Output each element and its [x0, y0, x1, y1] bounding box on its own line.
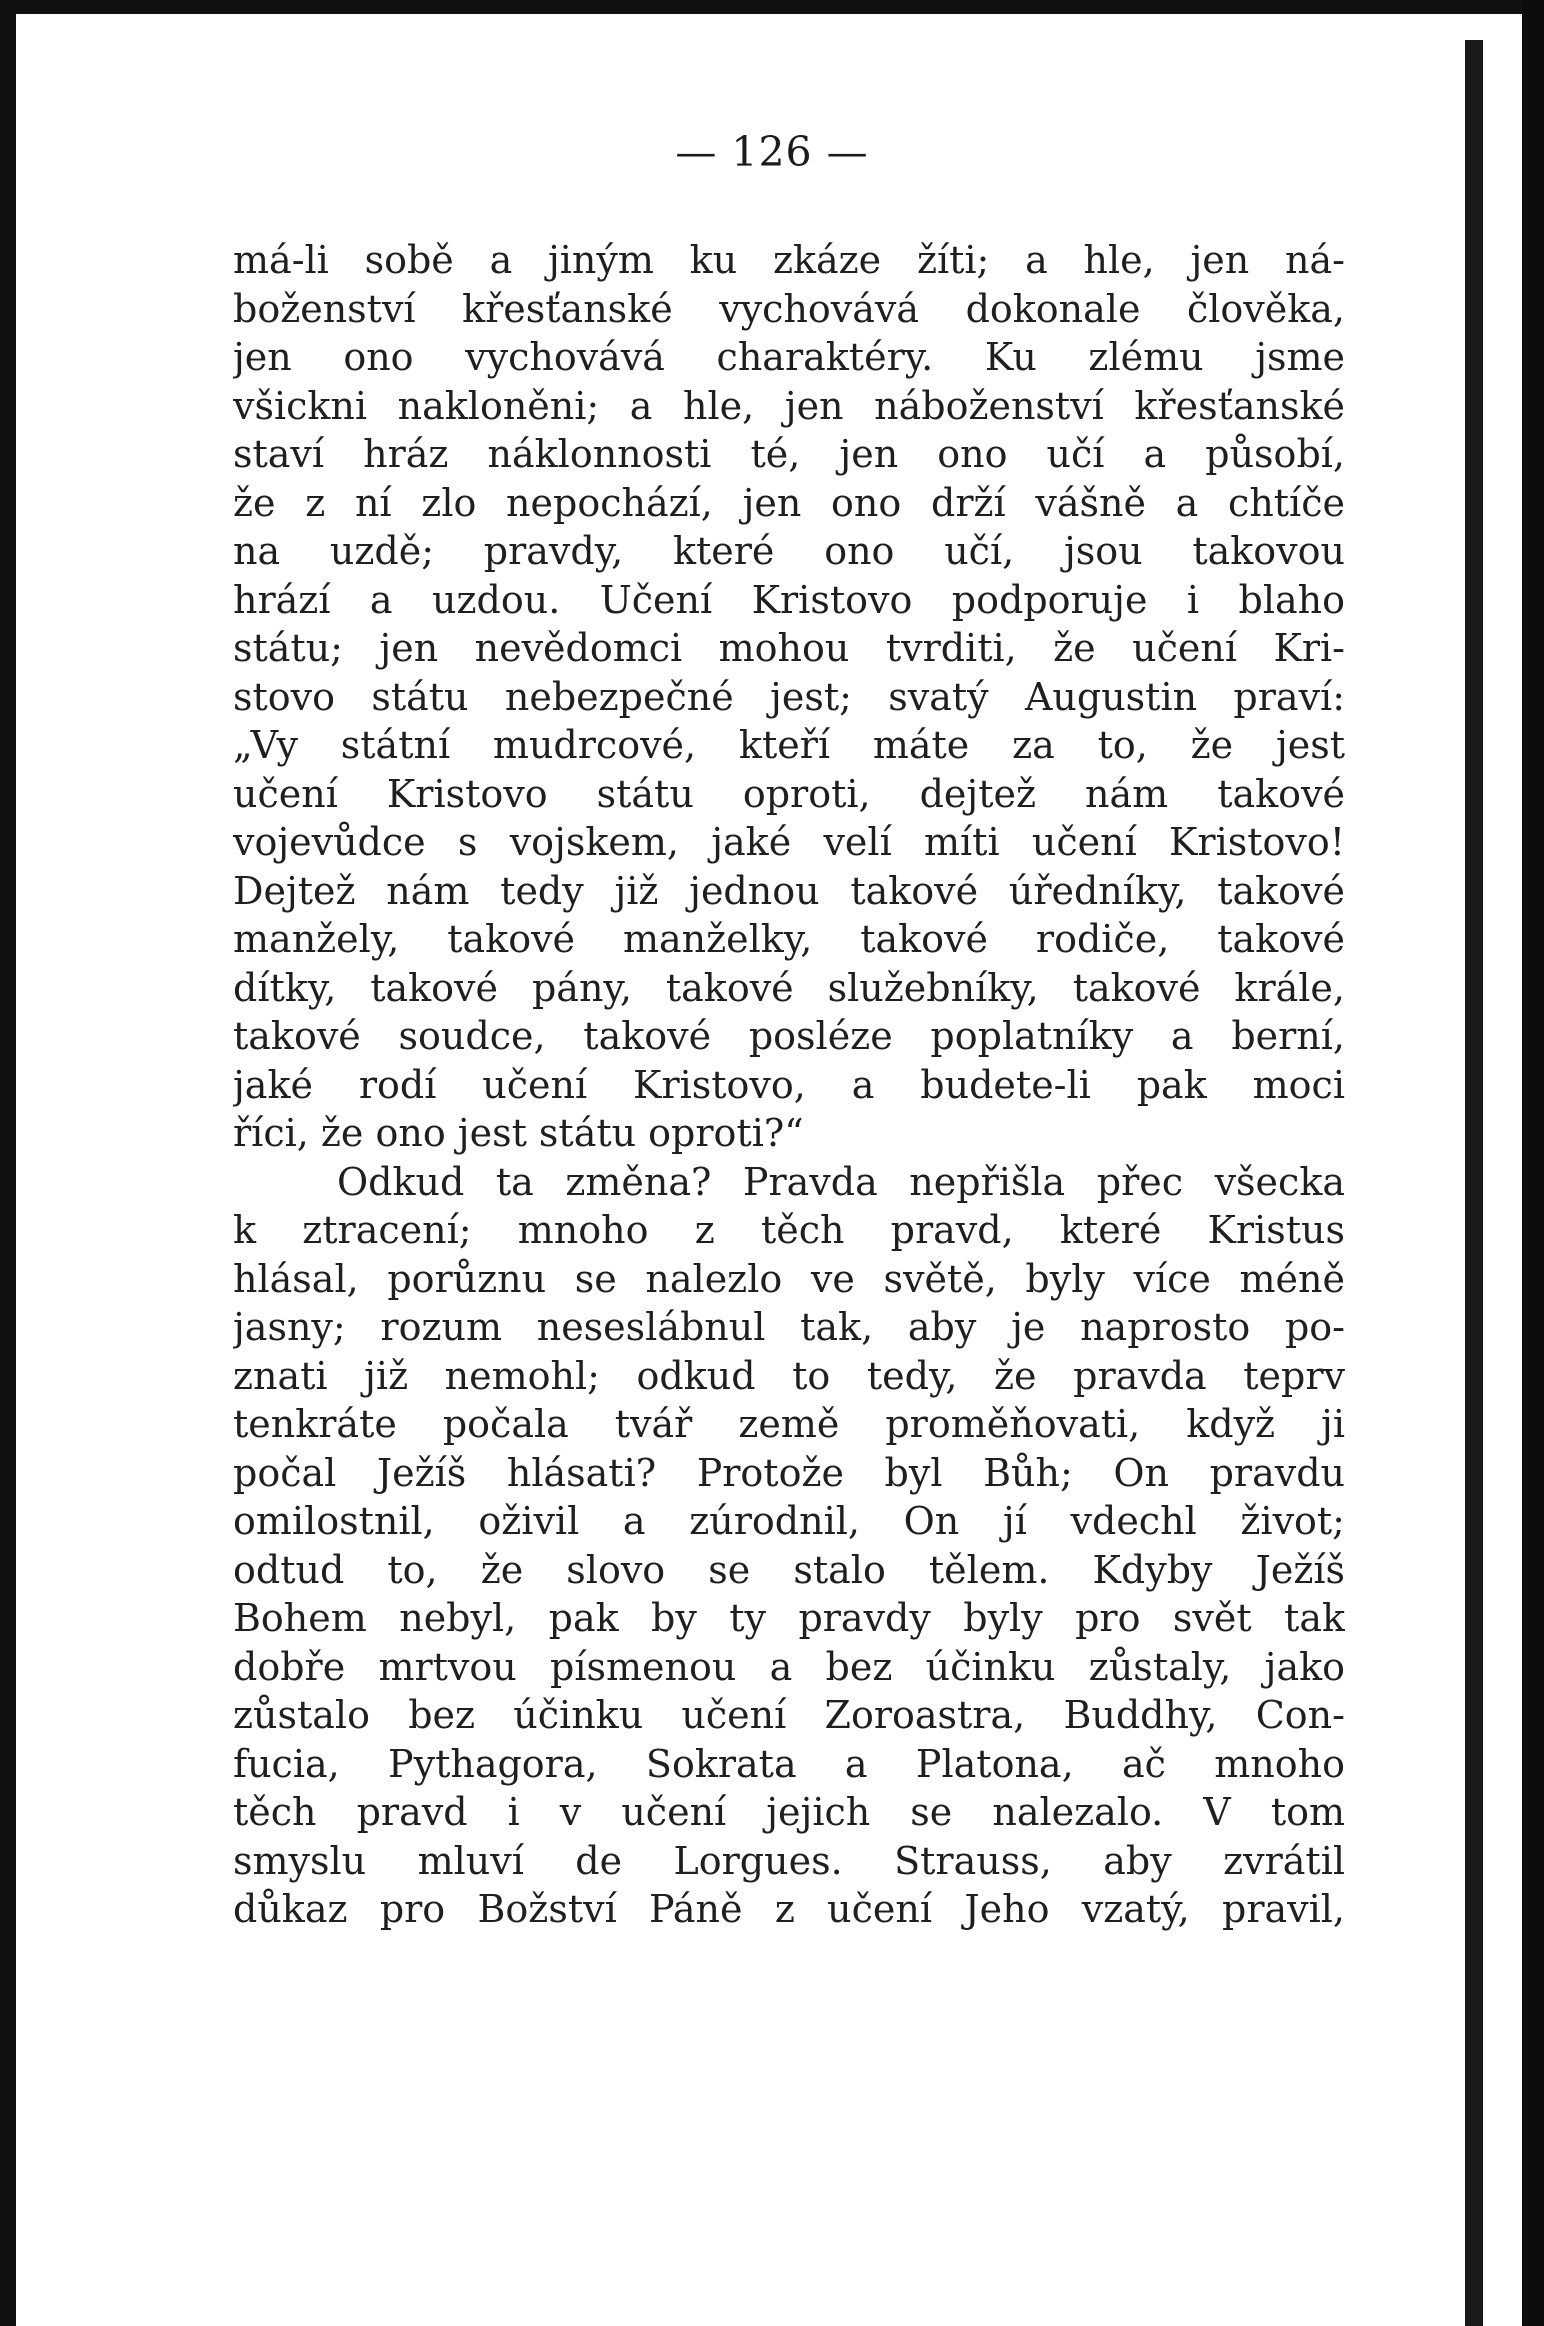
scan-border-top: [0, 0, 1544, 14]
text-line: zůstalo bez účinku učení Zoroastra, Buddhy, Con-: [233, 1693, 1345, 1737]
text-line: odtud to, že slovo se stalo tělem. Kdyby Ježíš: [233, 1547, 1345, 1592]
text-line: boženství křesťanské vychovává dokonale člověka,: [233, 286, 1345, 331]
text-line: tenkráte počala tvář země proměňovati, když ji: [233, 1402, 1345, 1446]
text-line: jaké rodí učení Kristovo, a budete-li pak moci: [233, 1062, 1345, 1107]
scan-border-right-inner: [1465, 40, 1483, 2326]
text-line: takové soudce, takové posléze poplatníky a berní,: [233, 1014, 1345, 1058]
body-text: [233, 236, 1345, 1934]
text-line: počal Ježíš hlásati? Protože byl Bůh; On pravdu: [233, 1450, 1345, 1495]
text-line: jasny; rozum neseslábnul tak, aby je naprosto po-: [233, 1305, 1345, 1349]
page-number: — 126 —: [675, 128, 869, 176]
text-line: státu; jen nevědomci mohou tvrditi, že učení Kri-: [233, 626, 1345, 670]
text-line: má-li sobě a jiným ku zkáze žíti; a hle, jen ná-: [233, 238, 1345, 282]
text-line: důkaz pro Božství Páně z učení Jeho vzatý, pravil,: [233, 1887, 1345, 1931]
text-line: staví hráz náklonnosti té, jen ono učí a působí,: [233, 432, 1345, 476]
text-line: hrází a uzdou. Učení Kristovo podporuje i blaho: [233, 577, 1345, 622]
text-line: říci, že ono jest státu oproti?“: [233, 1111, 804, 1155]
text-line: dítky, takové pány, takové služebníky, takové krále,: [233, 965, 1345, 1010]
text-line: znati již nemohl; odkud to tedy, že pravda teprv: [233, 1353, 1345, 1398]
text-line: smyslu mluví de Lorgues. Strauss, aby zvrátil: [233, 1838, 1345, 1883]
scan-border-left: [0, 0, 16, 2326]
text-line: Odkud ta změna? Pravda nepřišla přec všecka: [337, 1159, 1345, 1204]
text-line: všickni nakloněni; a hle, jen náboženství křesťanské: [233, 383, 1345, 428]
text-line: dobře mrtvou písmenou a bez účinku zůstaly, jako: [233, 1644, 1345, 1689]
text-line: na uzdě; pravdy, které ono učí, jsou takovou: [233, 529, 1345, 573]
text-line: že z ní zlo nepochází, jen ono drží vášně a chtíče: [233, 480, 1345, 525]
text-line: učení Kristovo státu oproti, dejtež nám takové: [233, 771, 1345, 816]
scan-border-right: [1522, 0, 1544, 2326]
text-line: manžely, takové manželky, takové rodiče, takové: [233, 917, 1345, 961]
text-line: „Vy státní mudrcové, kteří máte za to, že jest: [233, 723, 1345, 767]
text-line: vojevůdce s vojskem, jaké velí míti učení Kristovo!: [233, 820, 1345, 864]
text-line: omilostnil, oživil a zúrodnil, On jí vdechl život;: [233, 1499, 1345, 1543]
text-line: těch pravd i v učení jejich se nalezalo. V tom: [233, 1790, 1345, 1834]
text-line: stovo státu nebezpečné jest; svatý Augustin praví:: [233, 674, 1345, 719]
text-line: Dejtež nám tedy již jednou takové úředníky, takové: [233, 868, 1345, 913]
text-line: hlásal, porůznu se nalezlo ve světě, byly více méně: [233, 1256, 1345, 1301]
text-line: fucia, Pythagora, Sokrata a Platona, ač mnoho: [233, 1741, 1345, 1786]
text-line: Bohem nebyl, pak by ty pravdy byly pro svět tak: [233, 1596, 1345, 1640]
text-line: k ztracení; mnoho z těch pravd, které Kristus: [233, 1208, 1345, 1252]
text-line: jen ono vychovává charaktéry. Ku zlému jsme: [233, 335, 1345, 379]
